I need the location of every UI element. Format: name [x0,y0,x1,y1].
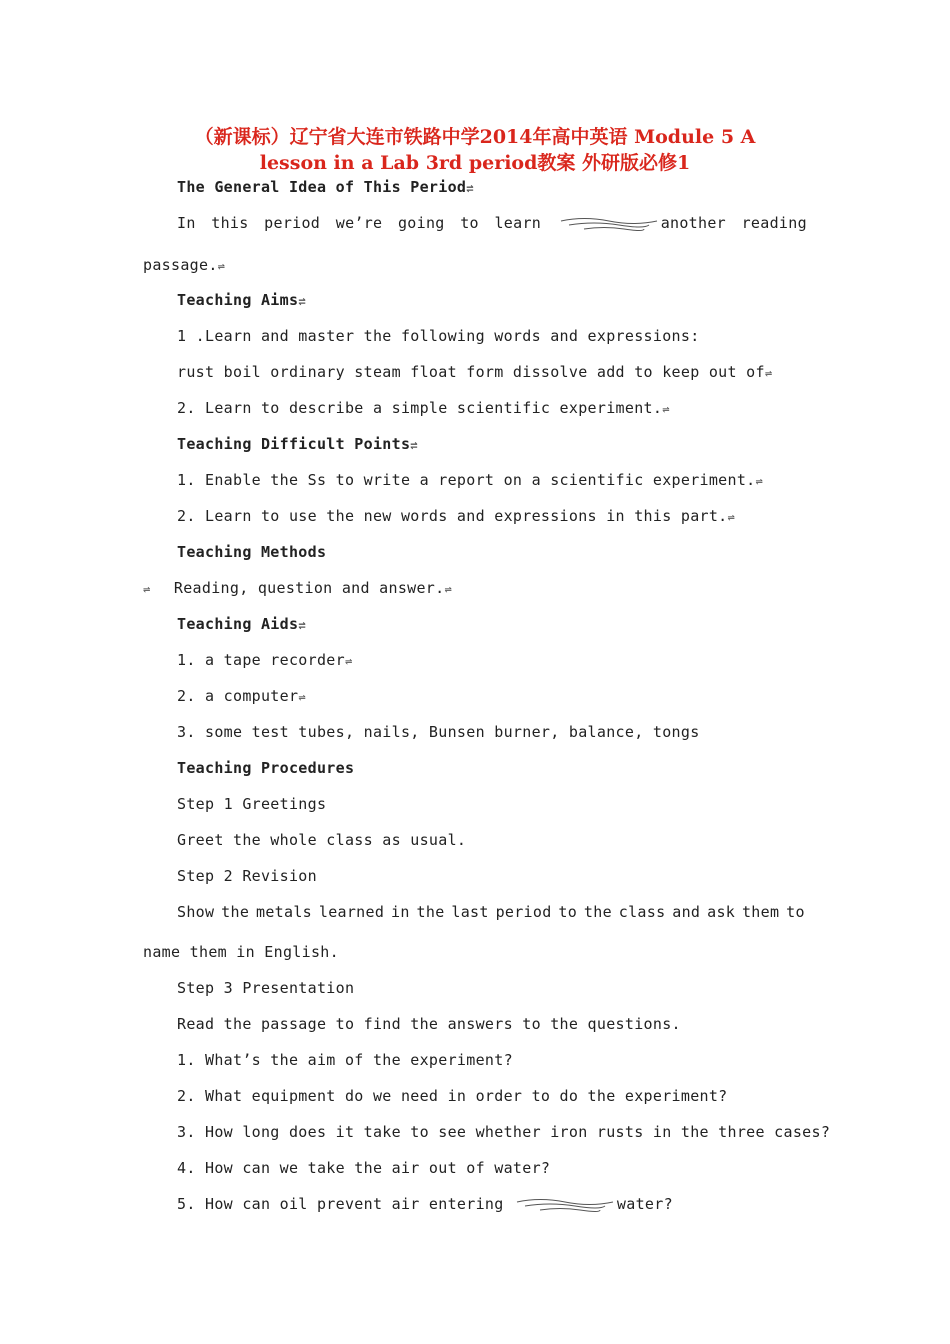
aims-item-2: 2. Learn to describe a simple scientific experiment.⇌ [177,399,670,417]
step-2-continued: name them in English. [143,943,339,961]
question-1: 1. What’s the aim of the experiment? [177,1051,513,1069]
step-3-text: Read the passage to find the answers to the questions. [177,1015,681,1033]
aids-item-3: 3. some test tubes, nails, Bunsen burner, balance, tongs [177,723,700,741]
step-2-heading: Step 2 Revision [177,867,317,885]
teaching-aids-heading: Teaching Aids⇌ [177,615,306,633]
title-line-2: lesson in a Lab 3rd period教案 外研版必修1 [259,152,691,174]
question-4: 4. How can we take the air out of water? [177,1159,551,1177]
general-idea-heading: The General Idea of This Period⇌ [177,178,474,196]
step-1-heading: Step 1 Greetings [177,795,327,813]
step-2-text: Show the metals learned in the last period to the class and ask them to [177,903,805,921]
step-1-text: Greet the whole class as usual. [177,831,467,849]
step-3-heading: Step 3 Presentation [177,979,355,997]
difficult-points-heading: Teaching Difficult Points⇌ [177,435,418,453]
teaching-aims-heading: Teaching Aims⇌ [177,291,306,309]
question-5: 5. How can oil prevent air entering water? [177,1195,673,1213]
difficult-item-1: 1. Enable the Ss to write a report on a scientific experiment.⇌ [177,471,764,489]
teaching-procedures-heading: Teaching Procedures [177,759,355,777]
teaching-methods-heading: Teaching Methods [177,543,327,561]
question-3: 3. How long does it take to see whether iron rusts in the three cases? [177,1123,831,1141]
difficult-item-2: 2. Learn to use the new words and expressions in this part.⇌ [177,507,736,525]
general-idea-text: In this period we’re going to learn another reading [177,214,807,232]
general-idea-continued: passage.⇌ [143,256,226,274]
question-2: 2. What equipment do we need in order to do the experiment? [177,1087,728,1105]
methods-text: ⇌ Reading, question and answer.⇌ [143,579,452,597]
aids-item-1: 1. a tape recorder⇌ [177,651,353,669]
aims-words: rust boil ordinary steam float form dissolve add to keep out of⇌ [177,363,773,381]
aims-item-1: 1 .Learn and master the following words and expressions: [177,327,700,345]
aids-item-2: 2. a computer⇌ [177,687,306,705]
title-line-1: （新课标）辽宁省大连市铁路中学2014年高中英语 Module 5 A [194,126,756,148]
wavy-underline-icon [515,1197,615,1213]
wavy-underline-icon [559,216,659,232]
